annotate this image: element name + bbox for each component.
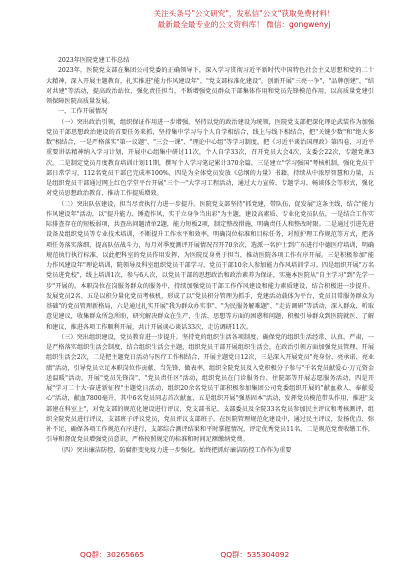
footer-qq-group-2: QQ群：535304092 <box>220 550 290 559</box>
footer-contact <box>80 549 330 560</box>
subsection-1-paragraph: （一）突出政治引领，组织保证作用进一步增强。坚持以党的政治建设为统领，医院党支部把深化理论武装作为加强党员干部思想政治建设的首要任务来抓，坚持集中学习与个人自学相结合，线上与线下相结合，把"关键少数"和"绝大多数"相结合，一是严格落实"第一议题"、"三会一课"、"理论中心组"等学习制度，把《习近平谈治国理政》第四卷、习近平重要讲话精神纳入学习计划，开展中心组集中研讨11次，个人自学33次，召开党员大会4次，支委会22次，专题党课3次。二是制定党员月度教育培训计划11期，撰写个人学习笔记累计370余篇，三是建立"学习强国"考核机制，强化党员干部日常学习，112名党员干部已完成率100%，四是为全体党员发放《总纲的力量》书籍，持续从中浓厚智慧和力量，五是组织党员干部通过网上红色学堂平台开展"三个一"大学习工程活动，通过大力宣传、专题学习、畅谈体会等形式，强化对党员思想政治教育，推动工作提质增效。 <box>46 118 374 198</box>
promo-banner-line-1: 关注头条号"公文研究"，发私信"公文"获取免费材料！ <box>153 9 335 18</box>
subsection-4-paragraph: （四）突出廉洁防控，防腐拒变免疫力进一步强化。始终把抓好廉洁防控工作作为重要 <box>58 446 292 454</box>
promo-banner <box>94 8 394 30</box>
document-body <box>46 56 374 456</box>
subsection-3-paragraph: （三）突出组织建设，党员教育进一步提升。坚持党的组织生活各项制度，确保党的组织生活经常、认真、严肃，一是严格落实组织生活会制度，结合组织生活会主题，组织党员干部开展组织生活会，在政治引领方面加强党员管理、开展组织生活会2次，二是把主题党日活动与医疗工作相结合，开展主题党日12次，三是深入开展党员"亮身份、亮承诺、亮业绩"活动，引导党员立足本职岗位作贡献、当先锋、做表率，组织全院党员及入党积极分子参与"千名党员献爱心·万元资金送温暖"活动，开展"党员先锋岗"、"党员责任区"活动，组织党员在门诊服务台、住院部等开展志愿服务活动，四是开展"学习二十大·奋进新征程"主题党日活动，组织20余名党员干部积极参加集团公司党委组织开展的"献血救人、奉献爱心"活动，献血7800毫升，其中6名党员同志首次献血，五是组织开展"强基固本"活动，发挥党员模范带头作用，推进"支部建在科室上"，对党支部的规范化建设进行评议，党支部书记、支部委员及全院33名党员参加民主评议和考核测评，组织全院党员进行评议，支部班子评议党员，党员评议支部班子。在医院管理规范化建设中，通过民主评议，发扬优点、弥补不足，确保各项工作规范有序进行，支部综合测评结果和平时掌握情况，评定优秀党员11名，二是规范党费收缴工作，引导和督促党员增强党员意识，严格按照规定的标准和时间足额缴纳党费。 <box>46 333 374 444</box>
document-title: 2023年医院党建工作总结 <box>58 57 130 64</box>
intro-paragraph: 2023年，医院党支部在集团公司党委的正确领导下，深入学习贯彻习近平新时代中国特色社会主义思想和党的二十大精神，深入开展主题教育，扎实推进"能力作风建设年"、"党支部标准化建设"，创新开展"三亮一争"、"品牌创建"、"结对共建"等活动，提高政治站位，强化责任担当，不断增强党员群众干部集体作用和党员先锋模范作用，以高质量党建引领保障医院高质量发展。 <box>46 67 374 105</box>
subsection-2-paragraph: （二）突出队伍建设，担当尽责执行力进一步提升。医院党支部坚持"抓党建，带队伍，促发展"这条主线，结合"能力作风建设年"活动，以"提升能力、锤造作风，实干立身争当出彩"为主题，建设高素质、专业化党员队伍，一是结合工作实际排查存在的短板弱项，共查出问题清单2题，能力短板2项，制定整改措施，明确责任人和整改时限。二是通过引进先进设备及组织党员等专业技术培训，不断提升工作水平和效率，明确岗位标准和目标任务，对照护理工作规范等方式，把各项任务落实落细，提高队伍战斗力，每月对季度测评开展情况召开70余次，选派一名护士到广东进行中德医疗培训，明确规范执行执行标准，以此把科室的党员作用发挥，为医院反身勇于担当，推动医院各项工作有序开展。三是积极参加"能力作风建设年"理论培训，院领导及科室组织党员干部学习，党员干部10余人参加能力作风培训学习。四是组织开展"万名党员进党校"，线上培训1次，参与6人次，以党员干部的思想政治和政治素养为保证，实施本医院从"自主学习"到"先学一步"开展的。本职岗位在岗服务群众的服务中，持续加强党员干部工作作风建设和能力素质建设，结合积极进一步提升。发展党员2名，五是以积分量化党员考核机，形成了以"党员积分管理为抓手，党建活动载体为平台，党员目常服务群众为基础"的党员管理新格局，六是通过扎实开展"我为群众办实事"、"为民服务解难题"、"走访调研"等活动，深入群众、听取意见建议，收集群众所急所盼，研究解决群众在生产、生活、思想等方面的困惑和问题，积极引导群众到医院就医、了解和建议，推进各项工作顺利开展，共计开展谈心谈话33次、走访调研11次。 <box>46 200 374 331</box>
footer-qq-group-1: QQ群：30265665 <box>80 550 145 559</box>
promo-banner-line-2: 最新最全最专业的公文资料库！ 微信：gongwenyj <box>157 20 331 29</box>
section-heading-1: 一、工作开展情况 <box>58 108 108 116</box>
